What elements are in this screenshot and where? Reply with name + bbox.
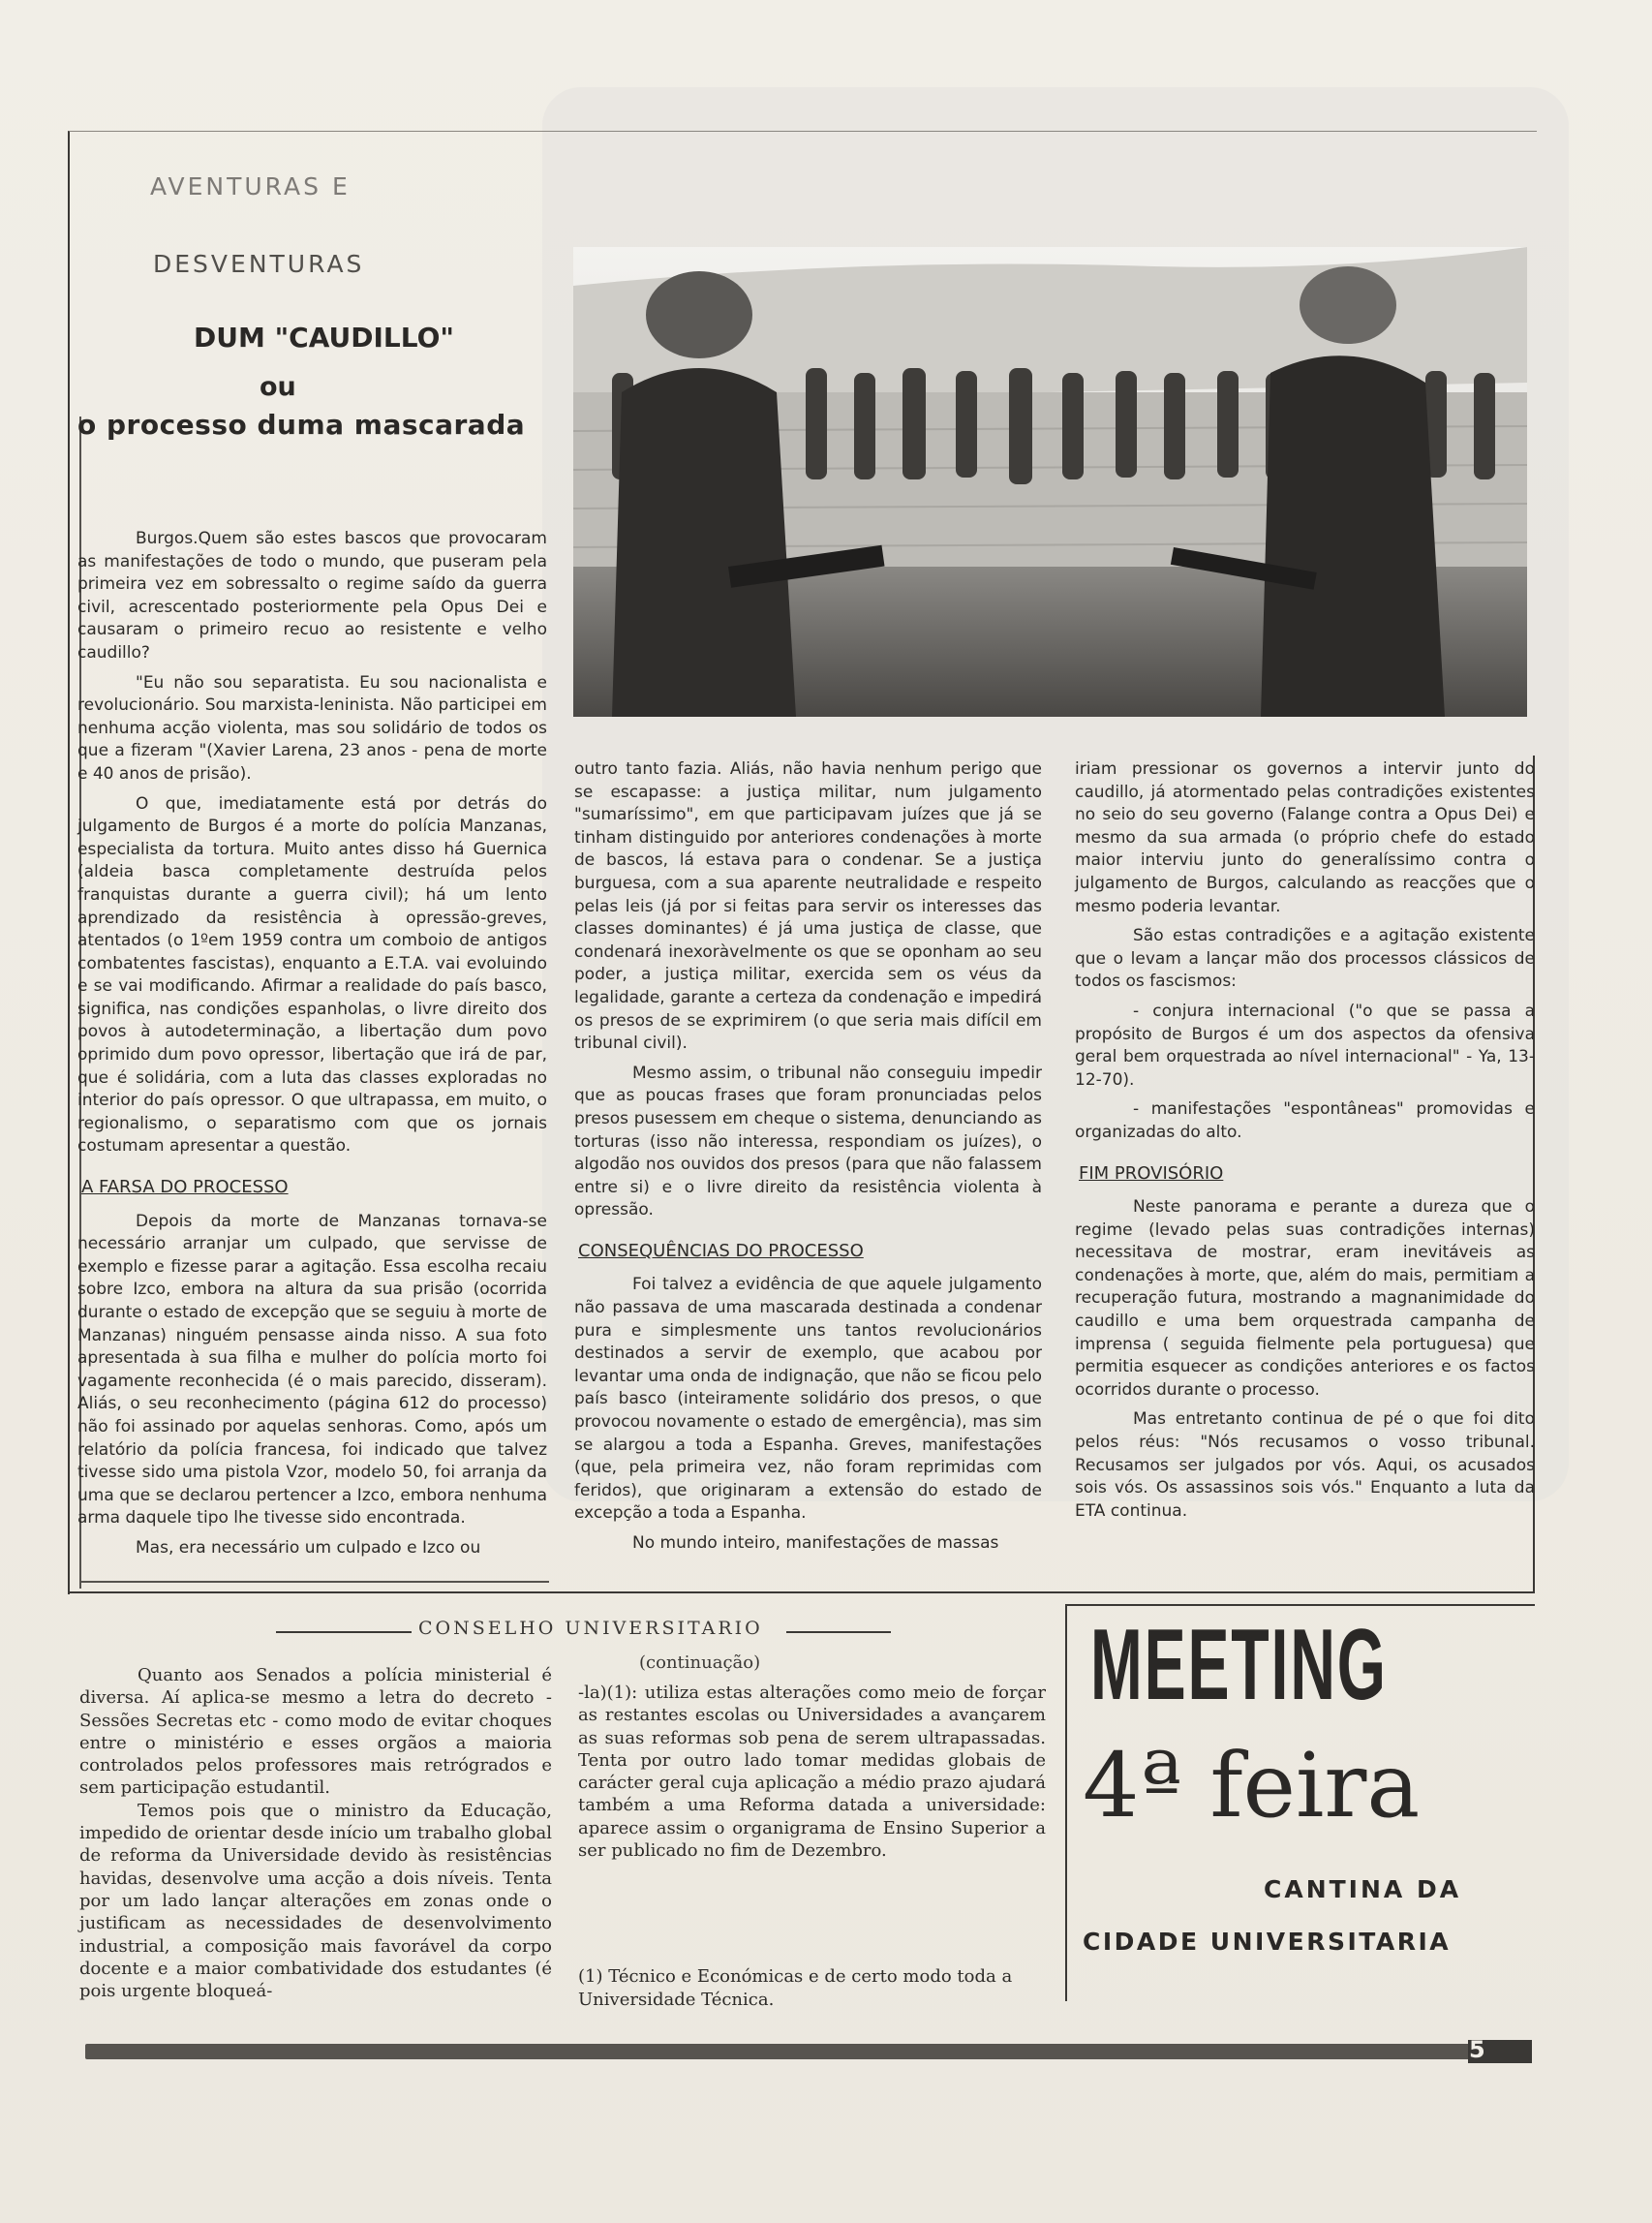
paragraph: outro tanto fazia. Aliás, não havia nenhum perigo que se escapasse: a justiça militar, num julgamento "sumaríssimo", em que participavam juízes que já se tinham distinguido por anteriores condenações à morte de bascos, lá estava para o condenar. Se a justiça burguesa, com a sua aparente neutralidade e respeito pelas leis (já por si feitas para servir os interesses das classes dominantes) é já uma justiça de classe, que condenará inexoràvelmente os que se oponham ao seu poder, a justiça militar, exercida sem os véus da legalidade, garante a certeza da condenação e impedirá os presos de se exprimirem (o que seria mais difícil em tribunal civil). (574, 759, 1042, 1054)
list-item: - conjura internacional ("o que se passa a propósito de Burgos é um dos aspectos da ofensiva geral bem orquestrada ao nível internacional" - Ya, 13-12-70). (1075, 1001, 1535, 1090)
conselho-column-2 (578, 1682, 1046, 1862)
headline-line4: ou (260, 372, 296, 402)
paragraph: São estas contradições e a agitação existente que o levam a lançar mão dos processos clássicos de todos os fascismos: (1075, 926, 1535, 992)
paragraph: Mas entretanto continua de pé o que foi dito pelos réus: "Nós recusamos o vosso tribunal. Recusamos ser julgados por vós. Aqui, os acusados sois vós. Os assassinos sois vós." Enquanto a luta da ETA continua. (1075, 1409, 1535, 1521)
paragraph: Neste panorama e perante a dureza que o regime (levado pelas suas contradições internas) necessitava de mostrar, eram inevitáveis as condenações à morte, que, além do mais, permitiam a recuperação futura, mostrando a magnanimidade do caudillo e uma bem orquestrada campanha de imprensa ( seguida fielmente pela portuguesa) que permitia esquecer as condições anteriores e os factos ocorridos durante o processo. (1075, 1197, 1535, 1400)
section-heading-farsa: A FARSA DO PROCESSO (81, 1177, 289, 1198)
conselho-column-1 (79, 1664, 552, 2002)
paragraph: Mesmo assim, o tribunal não conseguiu impedir que as poucas frases que foram pronunciadas pelos presos pusessem em cheque o sistema, denunciando as torturas (isso não interessa, respondiam os juízes), o algodão nos ouvidos dos presos (para que não falassem entre si) e o livre direito da resistência violenta à opressão. (574, 1063, 1042, 1220)
meeting-title: MEETING (1090, 1609, 1388, 1721)
section-heading-fim: FIM PROVISÓRIO (1079, 1162, 1224, 1184)
list-item: - manifestações "espontâneas" promovidas e organizadas do alto. (1075, 1099, 1535, 1142)
headline-line2: DESVENTURAS (153, 250, 365, 278)
headline-line3: DUM "CAUDILLO" (194, 322, 455, 354)
conselho-rule-left (276, 1631, 412, 1633)
paragraph: -la)(1): utiliza estas alterações como meio de forçar as restantes escolas ou Universidades a avançarem as suas reformas sob pena de serem ultrapassadas. Tenta por outro lado tomar medidas globais de carácter geral cuja aplicação a médio prazo ajudará também a uma Reforma datada a universidade: aparece assim o organigrama de Ensino Superior a ser publicado no fim de Dezembro. (578, 1683, 1046, 1862)
paragraph: Mas, era necessário um culpado e Izco ou (136, 1537, 481, 1558)
meeting-place-line1: CANTINA DA (1264, 1875, 1462, 1903)
article-column-2 (574, 758, 1042, 1562)
conselho-rule-right (786, 1631, 891, 1633)
column-rule-bottom (79, 1581, 549, 1583)
meeting-box-rule (1065, 1604, 1067, 2001)
paragraph: No mundo inteiro, manifestações de massas (632, 1533, 999, 1553)
headline-line5: o processo duma mascarada (77, 409, 526, 441)
bottom-bar (85, 2044, 1470, 2059)
paragraph: Depois da morte de Manzanas tornava-se necessário arranjar um culpado, que servisse de exemplo e fizesse parar a agitação. Essa escolha recaiu sobre Izco, embora na altura da sua prisão (ocorrida durante o estado de excepção que se seguiu à morte de Manzanas) ninguém pensasse ainda nisso. A sua foto apresentada à sua filha e mulher do polícia morto foi vagamente reconhecida (é o mais parecido, disseram). Aliás, o seu reconhecimento (página 612 do processo) não foi assinado por aquelas senhoras. Como, após um relatório da polícia francesa, foi indicado que talvez tivesse sido uma pistola Vzor, modelo 50, foi arranja da uma que se declarou pertencer a Izco, embora nenhuma arma daquele tipo lhe tivesse sido encontrada. (77, 1211, 547, 1528)
news-photo (573, 247, 1527, 717)
frame-bottom-rule (68, 1591, 1535, 1593)
paragraph: Foi talvez a evidência de que aquele julgamento não passava de uma mascarada destinada a condenar pura e simplesmente uns tantos revolucionários destinados a servir de exemplo, que acabou por levantar uma onda de indignação, que não se ficou pelo país basco (inteiramente solidário dos presos, o que provocou novamente o estado de emergência), mas sim se alargou a toda a Espanha. Greves, manifestações (que, pela primeira vez, não foram reprimidas com feridos), que originaram a extensão do estado de excepção a toda a Espanha. (574, 1275, 1042, 1524)
paragraph: iriam pressionar os governos a intervir junto do caudillo, já atormentado pelas contradições existentes no seio do seu governo (Falange contra a Opus Dei) e mesmo da sua armada (o próprio chefe do estado maior interviu junto do generalíssimo contra o julgamento de Burgos, calculando as reacções que o mesmo poderia levantar. (1075, 759, 1535, 916)
paragraph: Quanto aos Senados a polícia ministerial é diversa. Aí aplica-se mesmo a letra do decreto - Sessões Secretas etc - como modo de evitar choques entre o ministério e esses orgãos a maioria controlados pelos professores mais retrógrados e sem participação estudantil. (79, 1665, 552, 1799)
meeting-place-line2: CIDADE UNIVERSITARIA (1083, 1928, 1452, 1956)
paragraph: Burgos.Quem são estes bascos que provocaram as manifestações de todo o mundo, que puseram pela primeira vez em sobressalto o regime saído da guerra civil, acrescentado posteriormente pela Opus Dei e causaram o primeiro recuo ao resistente e velho caudillo? (77, 529, 547, 663)
paragraph: "Eu não sou separatista. Eu sou nacionalista e revolucionário. Sou marxista-leninista. Não participei em nenhuma acção violenta, mas sou solidário de todos os que a fizeram "(Xavier Larena, 23 anos - pena de morte e 40 anos de prisão). (77, 672, 547, 784)
page-number: 5 (1469, 2036, 1485, 2063)
paragraph: O que, imediatamente está por detrás do julgamento de Burgos é a morte do polícia Manzanas, especialista da tortura. Muito antes disso há Guernica (aldeia basca completamente destruída pelos franquistas durante a guerra civil); há um lento aprendizado da resistência à opressão-greves, atentados (o 1ºem 1959 contra um comboio de antigos combatentes fascistas), enquanto a E.T.A. vai evoluindo e se vai modificando. Afirmar a realidade do país basco, significa, nas condições espanholas, o livre direito dos povos à autodeterminação, a libertação dum povo oprimido dum povo opressor, libertação que irá de par, que é solidária, com a luta das classes exploradas no interior do país opressor. O que ultrapassa, em muito, o regionalismo, o separatismo com que os jornais costumam apresentar a questão. (77, 793, 547, 1157)
meeting-day: 4ª feira (1083, 1734, 1421, 1837)
headline-line1: AVENTURAS E (150, 172, 351, 201)
continuation-label: (continuação) (639, 1652, 761, 1673)
article-column-3 (1075, 758, 1535, 1529)
paragraph: Temos pois que o ministro da Educação, impedido de orientar desde início um trabalho global de reforma da Universidade devido às resistências havidas, desenvolve uma acção a dois níveis. Tenta por um lado lançar alterações em zonas onde o justificam as necessidades de desenvolvimento industrial, a composição mais favorável da corpo docente e a maior combatividade dos estudantes (é pois urgente bloqueá- (79, 1800, 552, 2002)
footnote: (1) Técnico e Económicas e de certo modo toda a Universidade Técnica. (578, 1966, 1013, 2010)
meeting-box-top (1065, 1604, 1535, 1606)
article-column-1 (77, 528, 547, 1567)
section-heading-consequencias: CONSEQUÊNCIAS DO PROCESSO (578, 1240, 864, 1261)
conselho-heading: CONSELHO UNIVERSITARIO (418, 1618, 763, 1639)
